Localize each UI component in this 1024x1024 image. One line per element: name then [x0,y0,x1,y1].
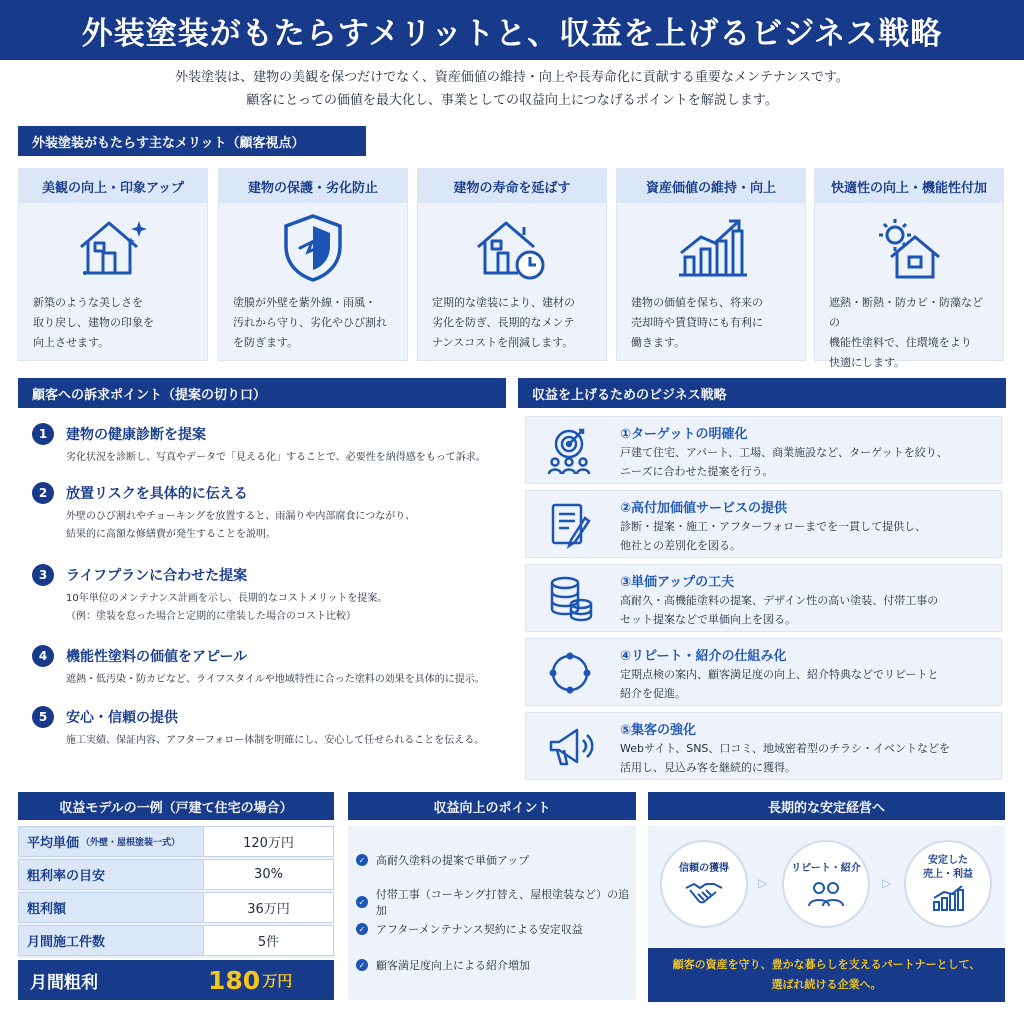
longterm-section-label: 長期的な安定経営へ [648,792,1005,820]
strategy-desc-line: 診断・提案・施工・アフターフォローまでを一貫して提供し、 [620,520,927,533]
step-circle [782,840,870,928]
merit-title: 資産価値の維持・向上 [617,169,805,203]
strategy-desc [620,665,990,703]
step-circle [904,840,992,928]
merit-desc-line: 劣化を防ぎ、長期的なメンテ [432,316,575,329]
appeal-number: 1 [32,423,54,445]
row-value: 30% [204,859,334,890]
closing-banner [648,948,1005,1002]
check-icon: ✓ [356,923,368,935]
strategy-title: ③単価アップの工夫 [620,575,735,590]
strategy-item [525,490,1002,558]
model-table [18,826,334,958]
appeal-desc-line: 外壁のひび割れやチョーキングを放置すると、雨漏りや内部腐食につながり、 [66,511,416,522]
appeal-title: 建物の健康診断を提案 [66,427,206,443]
appeal-desc [66,508,536,544]
merit-desc-line: 働きます。 [631,336,686,349]
strategy-desc-line: 定期点検の案内、顧客満足度の向上、紹介特典などでリピートと [620,668,939,681]
appeal-title: 放置リスクを具体的に伝える [66,486,248,502]
strategy-desc [620,443,990,481]
list-item [356,957,530,973]
appeal-number: 5 [32,706,54,728]
merit-card [616,168,806,361]
strategy-title: ②高付加価値サービスの提供 [620,501,788,516]
intro-text [0,66,1024,112]
points-panel [348,826,636,1000]
strategy-desc-line: Webサイト、SNS、口コミ、地域密着型のチラシ・イベントなどを [620,742,950,755]
strategy-desc-line: 高耐久・高機能塗料の提案、デザイン性の高い塗装、付帯工事の [620,594,939,607]
row-key [18,892,204,923]
longterm-panel [648,826,1005,948]
merit-desc-line: を防ぎます。 [233,336,299,349]
strategy-desc-line: 他社との差別化を図る。 [620,539,741,552]
appeal-desc-line: 遮熱・低汚染・防カビなど、ライフスタイルや地域特性に合った塗料の効果を具体的に提示。 [66,674,485,685]
megaphone-icon [544,721,596,773]
row-value: 5件 [204,925,334,956]
appeal-desc [66,671,536,689]
point-text: アフターメンテナンス契約による安定収益 [376,923,583,936]
step-label: 信頼の獲得 [679,863,729,874]
merit-card [218,168,408,361]
sun-house-icon [815,203,1003,293]
list-item [356,886,636,918]
table-row [18,826,334,859]
merit-title: 建物の保護・劣化防止 [219,169,407,203]
strategy-desc-line: セット提案などで単価向上を図る。 [620,613,796,626]
appeal-number: 3 [32,564,54,586]
appeal-desc-line: 10年単位のメンテナンス計画を示し、長期的なコストメリットを提案。 [66,593,388,604]
appeal-number: 2 [32,482,54,504]
chevron-right-icon: ▷ [882,876,892,890]
row-key [18,826,204,857]
merit-desc-line: 新築のような美しさを [33,296,143,309]
merit-desc-line: 向上させます。 [33,336,110,349]
merits-section-label: 外装塗装がもたらす主なメリット（顧客視点） [18,126,366,156]
list-item [356,852,529,868]
point-text: 高耐久塗料の提案で単価アップ [376,854,530,867]
merit-desc-line: 遮熱・断熱・防カビ・防藻などの [829,296,983,329]
row-key-note: （外壁・屋根塗装一式） [81,838,181,848]
check-icon: ✓ [356,959,368,971]
intro-line: 顧客にとっての価値を最大化し、事業としての収益向上につなげるポイントを解説します。 [246,93,778,108]
merit-desc-line: 快適にします。 [829,356,906,369]
step-label: 売上・利益 [923,869,973,880]
merit-card [18,168,208,361]
row-key-text: 粗利率の目安 [27,869,106,884]
banner-line: 顧客の資産を守り、豊かな暮らしを支えるパートナーとして、 [672,958,981,971]
shield-icon [219,203,407,293]
strategy-desc-line: ニーズに合わせた提案を行う。 [620,465,774,478]
chevron-right-icon: ▷ [758,876,768,890]
merit-desc-line: 汚れから守り、劣化やひび割れ [233,316,387,329]
appeal-desc-line: 結果的に高額な修繕費が発生することを説明。 [66,529,276,540]
table-row [18,859,334,892]
strategy-desc-line: 紹介を促進。 [620,687,686,700]
page-header [0,0,1024,60]
handshake-icon [684,880,724,912]
appeal-number: 4 [32,645,54,667]
merit-desc-line: 取り戻し、建物の印象を [33,316,154,329]
appeal-desc [66,449,536,467]
point-text: 付帯工事（コーキング打替え、屋根塗装など）の追加 [375,888,630,917]
model-section-label: 収益モデルの一例（戸建て住宅の場合） [18,792,334,820]
point-text: 顧客満足度向上による紹介増加 [376,959,530,972]
strategy-title: ⑤集客の強化 [620,723,697,738]
house-clock-icon [418,203,606,293]
total-value: 180 [208,965,261,995]
points-section-label: 収益向上のポイント [348,792,636,820]
strategy-desc-line: 戸建て住宅、アパート、工場、商業施設など、ターゲットを絞り、 [620,446,948,459]
merit-desc-line: 定期的な塗装により、建材の [432,296,575,309]
strategy-desc [620,739,990,777]
row-key-text: 月間施工件数 [27,935,106,950]
table-row [18,892,334,925]
target-people-icon [544,425,596,477]
table-row [18,925,334,958]
coin-stack-icon [544,573,596,625]
merit-title: 快適性の向上・機能性付加 [815,169,1003,203]
step-label: 安定した [928,855,968,866]
list-item [356,921,583,937]
appeal-desc [66,590,536,626]
appeal-desc-line: 劣化状況を診断し、写真やデータで「見える化」することで、必要性を納得感をもって訴求。 [66,452,486,463]
appeal-title: 安心・信頼の提供 [66,710,178,726]
check-icon: ✓ [356,854,368,866]
merit-desc-line: ナンスコストを削減します。 [432,336,574,349]
monthly-profit-total [18,960,334,1000]
merit-desc-line: 売却時や賃貸時にも有利に [631,316,763,329]
strategy-title: ①ターゲットの明確化 [620,427,748,442]
page-title: 外装塗装がもたらすメリットと、収益を上げるビジネス戦略 [81,15,943,52]
step-circle [660,840,748,928]
merit-title: 美観の向上・印象アップ [19,169,207,203]
row-key-text: 平均単価 [27,836,80,851]
merit-card [417,168,607,361]
strategy-item [525,564,1002,632]
strategy-desc [620,591,990,629]
row-key-text: 粗利額 [27,902,67,917]
intro-line: 外装塗装は、建物の美観を保つだけでなく、資産価値の維持・向上や長寿命化に貢献する重要なメンテナンスです。 [175,70,849,85]
strategy-item [525,712,1002,780]
growth-chart-icon [617,203,805,293]
check-icon: ✓ [356,896,368,908]
appeal-desc-line: （例：塗装を怠った場合と定期的に塗装した場合のコスト比較） [66,611,356,622]
appeal-desc [66,732,536,750]
strategy-desc-line: 活用し、見込み客を継続的に獲得。 [620,761,796,774]
merit-desc-line: 塗膜が外壁を紫外線・雨風・ [233,296,376,309]
appeal-desc-line: 施工実績、保証内容、アフターフォロー体制を明確にし、安心して任せられることを伝える。 [66,735,485,746]
appeal-title: ライフプランに合わせた提案 [66,568,248,584]
appeal-title: 機能性塗料の価値をアピール [66,649,248,665]
strategy-item [525,416,1002,484]
merit-title: 建物の寿命を延ばす [418,169,606,203]
cycle-icon [544,647,596,699]
banner-line: 選ばれ続ける企業へ。 [771,978,882,991]
house-sparkle-icon [19,203,207,293]
people-icon [806,880,846,912]
strategy-item [525,638,1002,706]
row-key [18,859,204,890]
merit-desc-line: 機能性塗料で、住環境をより [829,336,972,349]
row-value: 36万円 [204,892,334,923]
merit-desc-line: 建物の価値を保ち、将来の [631,296,763,309]
merit-card [814,168,1004,369]
bar-chart-icon [930,884,966,916]
row-key [18,925,204,956]
strategy-section-label: 収益を上げるためのビジネス戦略 [518,378,1006,408]
strategy-title: ④リピート・紹介の仕組み化 [620,649,787,664]
row-value: 120万円 [204,826,334,857]
step-label: リピート・紹介 [791,863,861,874]
strategy-desc [620,517,990,555]
appeal-section-label: 顧客への訴求ポイント（提案の切り口） [18,378,506,408]
total-unit: 万円 [262,971,293,990]
document-pen-icon [544,499,596,551]
total-key: 月間粗利 [30,972,98,993]
